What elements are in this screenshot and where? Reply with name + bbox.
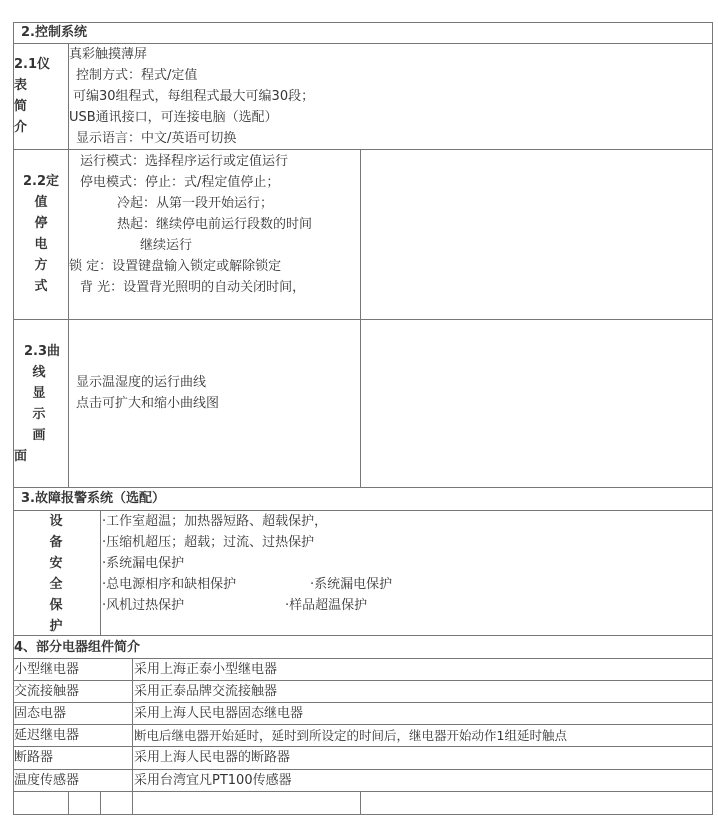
s21-label-char: 表 bbox=[14, 78, 28, 93]
s23-label bbox=[14, 341, 64, 467]
s22-label-char: 停 bbox=[34, 216, 48, 231]
component-name: 延迟继电器 bbox=[14, 728, 80, 743]
column-divider bbox=[68, 791, 69, 815]
component-name: 小型继电器 bbox=[14, 662, 80, 677]
s23-label-char: 示 bbox=[32, 407, 46, 422]
section-3-title: 3.故障报警系统（选配） bbox=[21, 491, 165, 506]
component-desc: 采用台湾宜凡PT100传感器 bbox=[134, 773, 292, 788]
s3-item: ·系统漏电保护 bbox=[102, 556, 185, 571]
component-desc: 采用上海人民电器固态继电器 bbox=[134, 706, 304, 721]
s22-label bbox=[18, 171, 64, 297]
s23-line: 点击可扩大和缩小曲线图 bbox=[76, 396, 220, 411]
s22-label-char: 值 bbox=[34, 195, 48, 210]
s23-label-char: 显 bbox=[32, 386, 46, 401]
s23-label-char: 面 bbox=[14, 449, 28, 464]
s21-line: USB通讯接口，可连接电脑（选配） bbox=[69, 110, 278, 125]
section-4-title: 4、部分电器组件简介 bbox=[14, 640, 141, 655]
table-border-top bbox=[13, 22, 713, 23]
s3-item: ·风机过热保护 bbox=[102, 598, 185, 613]
s22-line: 运行模式：选择程序运行或定值运行 bbox=[80, 154, 289, 169]
s3-item: ·压缩机超压；超载；过流、过热保护 bbox=[102, 535, 315, 550]
s3-label-char: 安 bbox=[49, 556, 63, 571]
s21-line: 可编30组程式，每组程式最大可编30段； bbox=[73, 89, 315, 104]
component-desc: 断电后继电器开始延时，延时到所设定的时间后，继电器开始动作1组延时触点 bbox=[134, 728, 567, 743]
table-border-bottom bbox=[13, 814, 713, 815]
s22-line: 停电模式：停止：式/程定值停止； bbox=[80, 175, 280, 190]
s21-line: 真彩触摸薄屏 bbox=[69, 47, 148, 62]
s21-line: 控制方式：程式/定值 bbox=[76, 68, 198, 83]
s23-label-char: 画 bbox=[32, 428, 46, 443]
s3-item: ·系统漏电保护 bbox=[310, 577, 393, 592]
component-name: 交流接触器 bbox=[14, 684, 80, 699]
row-divider bbox=[13, 769, 713, 770]
s3-item: ·工作室超温；加热器短路、超载保护， bbox=[102, 514, 328, 529]
s22-line: 继续运行 bbox=[140, 238, 193, 253]
s22-line: 冷起：从第一段开始运行； bbox=[117, 196, 274, 211]
s21-label-char: 介 bbox=[14, 120, 28, 135]
s22-label-char: 电 bbox=[34, 237, 48, 252]
column-divider bbox=[360, 791, 361, 815]
s3-label-char: 设 bbox=[49, 514, 63, 529]
row-divider bbox=[13, 746, 713, 747]
s22-line: 背 光：设置背光照明的自动关闭时间， bbox=[80, 280, 306, 295]
s3-label-char: 保 bbox=[49, 598, 63, 613]
column-divider bbox=[100, 510, 101, 636]
table-border-right bbox=[712, 22, 713, 815]
s21-label-char: 简 bbox=[14, 99, 28, 114]
component-desc: 采用上海人民电器的断路器 bbox=[134, 750, 291, 765]
s22-label-char: 方 bbox=[34, 258, 48, 273]
s23-label-char: 线 bbox=[32, 365, 46, 380]
row-divider bbox=[13, 658, 713, 659]
component-name: 固态电器 bbox=[14, 706, 67, 721]
row-divider bbox=[13, 680, 713, 681]
row-divider bbox=[13, 149, 713, 150]
s22-label-char: 式 bbox=[34, 279, 48, 294]
s3-label-char: 备 bbox=[49, 535, 63, 550]
s3-label bbox=[44, 511, 68, 637]
row-divider bbox=[13, 702, 713, 703]
column-divider bbox=[132, 791, 133, 815]
s21-label bbox=[14, 54, 54, 138]
row-divider bbox=[13, 635, 713, 636]
row-divider bbox=[13, 791, 713, 792]
column-divider bbox=[360, 149, 361, 488]
s22-label-char: 2.2定 bbox=[22, 174, 60, 189]
s23-line: 显示温湿度的运行曲线 bbox=[76, 375, 207, 390]
s22-line: 热起：继续停电前运行段数的时间 bbox=[117, 217, 313, 232]
s3-label-char: 护 bbox=[49, 619, 63, 634]
column-divider bbox=[132, 658, 133, 792]
component-name: 温度传感器 bbox=[14, 773, 80, 788]
s3-item: ·总电源相序和缺相保护 bbox=[102, 577, 237, 592]
s21-line: 显示语言：中文/英语可切换 bbox=[76, 131, 237, 146]
row-divider bbox=[13, 319, 713, 320]
section-2-title: 2.控制系统 bbox=[21, 25, 87, 40]
component-desc: 采用正泰品牌交流接触器 bbox=[134, 684, 278, 699]
component-name: 断路器 bbox=[14, 750, 54, 765]
s3-item: ·样品超温保护 bbox=[285, 598, 368, 613]
s3-label-char: 全 bbox=[49, 577, 63, 592]
s21-label-char: 2.1仪 bbox=[14, 57, 51, 72]
s23-label-char: 2.3曲 bbox=[23, 344, 61, 359]
s22-line: 锁 定：设置键盘输入锁定或解除锁定 bbox=[69, 259, 282, 274]
column-divider bbox=[100, 791, 101, 815]
component-desc: 采用上海正泰小型继电器 bbox=[134, 662, 278, 677]
